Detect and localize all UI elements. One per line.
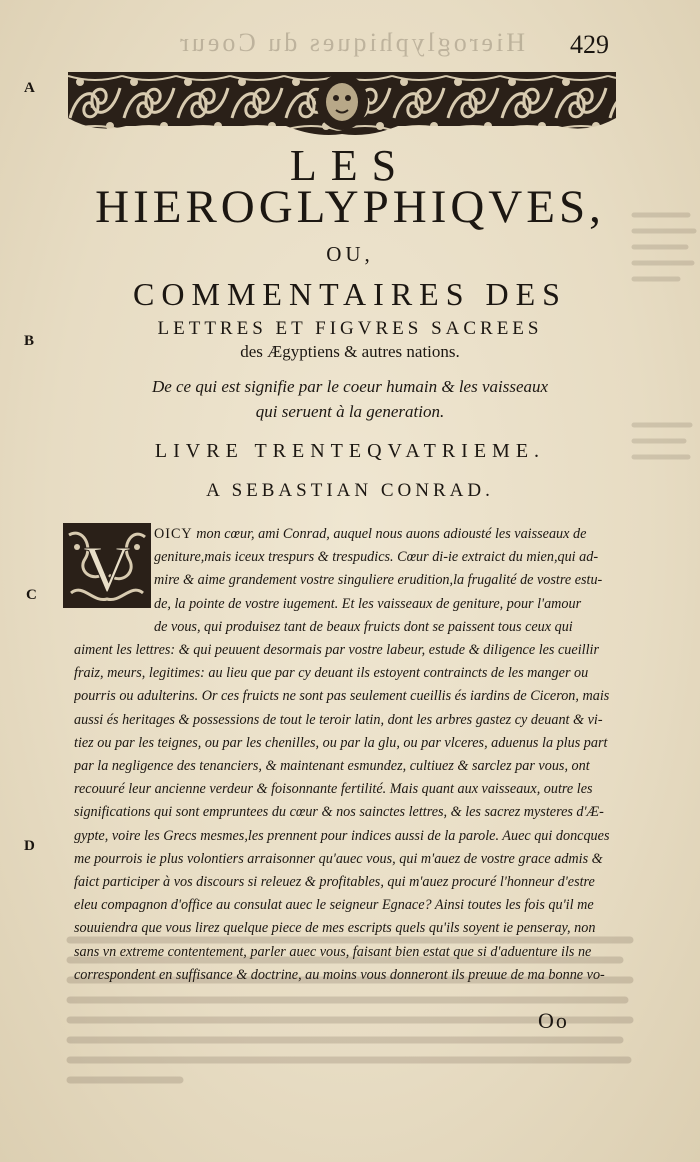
- body-line: me pourrois ie plus volontiers arraisonner qu'auec vous, qui m'auez de vostre grace admis &: [74, 850, 603, 867]
- catchword: Oo: [538, 1008, 569, 1033]
- ornamental-headpiece: [68, 68, 616, 138]
- title-les: LES: [289, 141, 411, 190]
- body-line: significations qui sont empruntees du cœur & nos sainctes lettres, & les sacrez mysteres d'Æ-: [74, 804, 604, 821]
- body-text: [74, 523, 626, 987]
- body-line: fraiz, meurs, legitimes: au lieu que par cy deuant ils estoyent contraincts de les manger ou: [74, 665, 589, 682]
- bleed-through-margin: [628, 195, 700, 495]
- margin-letter-d: D: [24, 838, 35, 854]
- dedication-heading: A SEBASTIAN CONRAD.: [206, 480, 494, 501]
- body-line: tiez ou par les teignes, ou par les chenilles, ou par la glu, ou par vlceres, aduenus la plus part: [74, 734, 608, 751]
- body-line: aussi és heritages & possessions de tout le teroir latin, dont les arbres gastez cy deuant & vi-: [74, 711, 603, 728]
- margin-letter-c: C: [26, 587, 37, 603]
- running-head: Hieroglyphiques du Coeur: [177, 28, 525, 57]
- body-line: de, la pointe de vostre iugement. Et les vaisseaux de geniture, pour l'amour: [154, 595, 582, 612]
- page-number: 429: [570, 30, 609, 59]
- body-line: geniture,mais iceux trespurs & trespudics. Cœur di-ie extraict du mien,qui ad-: [154, 549, 599, 566]
- body-line: correspondent en suffisance & doctrine, au moins vous donneront ils preuue de ma bonne vo-: [74, 966, 605, 983]
- title-lettres: LETTRES ET FIGVRES SACREES: [157, 318, 543, 339]
- body-line: par la negligence des tenanciers, & maintenant esmundez, cultiuez & sarclez par vous, ont: [74, 758, 590, 775]
- body-line: sans vn extreme contentement, parler auec vous, faisant bien estat que si d'aduenture ils ne: [74, 943, 592, 960]
- title-nations: des Ægyptiens & autres nations.: [240, 342, 460, 361]
- title-main: HIEROGLYPHIQVES,: [95, 181, 605, 233]
- margin-letter-b: B: [24, 333, 35, 349]
- title-description: [0, 374, 700, 424]
- initial-letter: V: [83, 533, 131, 606]
- description-line-2: qui seruent à la generation.: [255, 402, 445, 421]
- body-line: recouuré leur ancienne verdeur & foisonnante fertilité. Mais quant aux vaisseaux, outre les: [74, 781, 593, 798]
- title-ou: OU,: [326, 242, 374, 266]
- description-line-1: De ce qui est signifie par le coeur humain & les vaisseaux: [151, 377, 549, 396]
- body-line: faict participer à vos discours si releuez & profitables, qui m'auez procuré l'honneur d'estre: [74, 874, 595, 891]
- body-line: mire & aime grandement vostre singuliere erudition,la frugalité de vostre estu-: [154, 572, 603, 589]
- body-first-word: OICY: [154, 526, 193, 542]
- body-line: de vous, qui produisez tant de beaux fruicts dont se paissent tous ceux qui: [154, 618, 573, 635]
- body-line: gypte, voire les Grecs mesmes,les prennent pour indices aussi de la parole. Auec qui doncques: [74, 827, 610, 844]
- body-line: aiment les lettres: & qui peuuent desormais par vostre labeur, estude & diligence les cueillir: [74, 642, 599, 659]
- title-commentaires: COMMENTAIRES DES: [133, 276, 567, 312]
- body-line: pourris ou adulterins. Or ces fruicts ne sont pas seulement cueillis és iardins de Ciceron, mais: [74, 688, 610, 705]
- body-line: souuiendra que vous lirez quelque piece de mes escripts quels qu'ils soyent ie penseray, non: [74, 920, 596, 937]
- book-heading: LIVRE TRENTEQVATRIEME.: [154, 440, 546, 462]
- body-line: OICY mon cœur, ami Conrad, auquel nous auons adiousté les vaisseaux de: [154, 526, 587, 542]
- margin-letter-a: A: [24, 80, 35, 96]
- body-line: eleu compagnon d'office au consulat auec le seigneur Egnace? Ainsi toutes les fois qu'il me: [74, 897, 594, 914]
